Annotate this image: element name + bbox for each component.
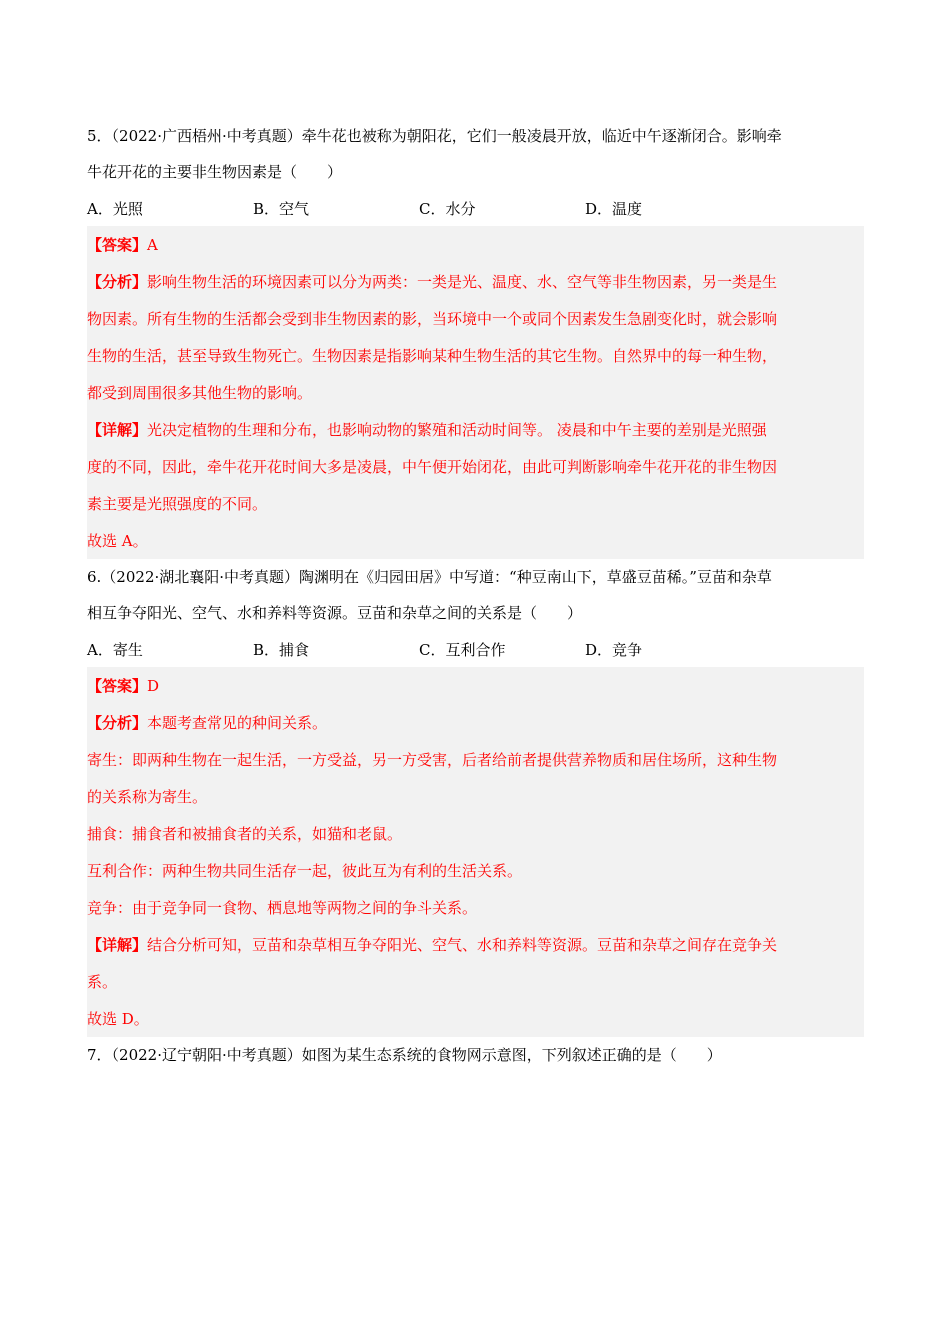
answer-value: D xyxy=(147,676,160,695)
question-5-detail-line-2: 度的不同，因此，牵牛花开花时间大多是凌晨，中午便开始闭花，由此可判断影响牵牛花开花的非生物因 xyxy=(87,457,778,476)
answer-tag: 【答案】 xyxy=(87,235,148,254)
question-6-detail-line-2: 系。 xyxy=(87,972,118,991)
analysis-text: 本题考查常见的种间关系。 xyxy=(147,713,328,732)
question-6-solution-box xyxy=(87,667,864,1037)
question-5-stem-line-2: 牛花开花的主要非生物因素是（ ） xyxy=(87,163,343,181)
question-5-option-c: C．水分 xyxy=(419,199,476,218)
answer-tag: 【答案】 xyxy=(87,676,148,695)
detail-tag: 【详解】 xyxy=(87,420,148,439)
question-6-competition: 竞争：由于竞争同一食物、栖息地等两物之间的争斗关系。 xyxy=(87,898,478,917)
question-6-option-c: C．互利合作 xyxy=(419,640,506,659)
question-6-mutualism: 互利合作：两种生物共同生活存一起，彼此互为有利的生活关系。 xyxy=(87,861,523,880)
question-6-options xyxy=(87,631,864,667)
analysis-text: 影响生物生活的环境因素可以分为两类：一类是光、温度、水、空气等非生物因素，另一类是生 xyxy=(147,272,778,291)
detail-text: 光决定植物的生理和分布，也影响动物的繁殖和活动时间等。 凌晨和中午主要的差别是光照强 xyxy=(147,420,767,439)
question-6-parasitism-line-1: 寄生：即两种生物在一起生活，一方受益，另一方受害，后者给前者提供营养物质和居住场所，这种生物 xyxy=(87,750,778,769)
question-5-option-a: A．光照 xyxy=(87,199,143,218)
detail-tag: 【详解】 xyxy=(87,935,148,954)
question-5-answer xyxy=(87,226,864,263)
question-5 xyxy=(87,118,864,559)
question-6-stem-line-1: 6.（2022·湖北襄阳·中考真题）陶渊明在《归园田居》中写道：“种豆南山下，草盛豆苗稀。”豆苗和杂草 xyxy=(87,568,772,586)
question-6 xyxy=(87,559,864,1037)
question-6-parasitism-line-2: 的关系称为寄生。 xyxy=(87,787,208,806)
question-7 xyxy=(87,1037,864,1073)
question-5-analysis-line-1 xyxy=(87,263,864,300)
question-6-option-d: D．竞争 xyxy=(585,640,643,659)
answer-value: A xyxy=(147,235,158,254)
question-5-analysis-line-3: 生物的生活，甚至导致生物死亡。生物因素是指影响某种生物生活的其它生物。自然界中的每一种生物， xyxy=(87,346,778,365)
question-6-analysis-line-1 xyxy=(87,704,864,741)
question-5-detail-line-3: 素主要是光照强度的不同。 xyxy=(87,494,268,513)
document-content xyxy=(87,118,864,1073)
question-6-predation: 捕食：捕食者和被捕食者的关系，如猫和老鼠。 xyxy=(87,824,403,843)
question-5-detail-line-1 xyxy=(87,411,864,448)
question-7-stem-line-1: 7．（2022·辽宁朝阳·中考真题）如图为某生态系统的食物网示意图，下列叙述正确的是（ ） xyxy=(87,1046,722,1064)
question-6-option-a: A．寄生 xyxy=(87,640,143,659)
question-5-solution-box xyxy=(87,226,864,559)
question-6-answer xyxy=(87,667,864,704)
question-5-options xyxy=(87,190,864,226)
question-5-option-d: D．温度 xyxy=(585,199,643,218)
question-6-conclusion: 故选 D。 xyxy=(87,1009,149,1028)
analysis-tag: 【分析】 xyxy=(87,272,148,291)
question-6-option-b: B．捕食 xyxy=(253,640,310,659)
analysis-tag: 【分析】 xyxy=(87,713,148,732)
question-5-analysis-line-4: 都受到周围很多其他生物的影响。 xyxy=(87,383,313,402)
detail-text: 结合分析可知，豆苗和杂草相互争夺阳光、空气、水和养料等资源。豆苗和杂草之间存在竞争关 xyxy=(147,935,778,954)
question-5-conclusion: 故选 A。 xyxy=(87,531,148,550)
question-5-analysis-line-2: 物因素。所有生物的生活都会受到非生物因素的影，当环境中一个或同个因素发生急剧变化时，就会影响 xyxy=(87,309,778,328)
question-6-detail-line-1 xyxy=(87,926,864,963)
question-5-option-b: B．空气 xyxy=(253,199,310,218)
question-6-stem-line-2: 相互争夺阳光、空气、水和养料等资源。豆苗和杂草之间的关系是（ ） xyxy=(87,604,583,622)
question-5-stem-line-1: 5．（2022·广西梧州·中考真题）牵牛花也被称为朝阳花，它们一般凌晨开放，临近中午逐渐闭合。影响牵 xyxy=(87,127,782,145)
